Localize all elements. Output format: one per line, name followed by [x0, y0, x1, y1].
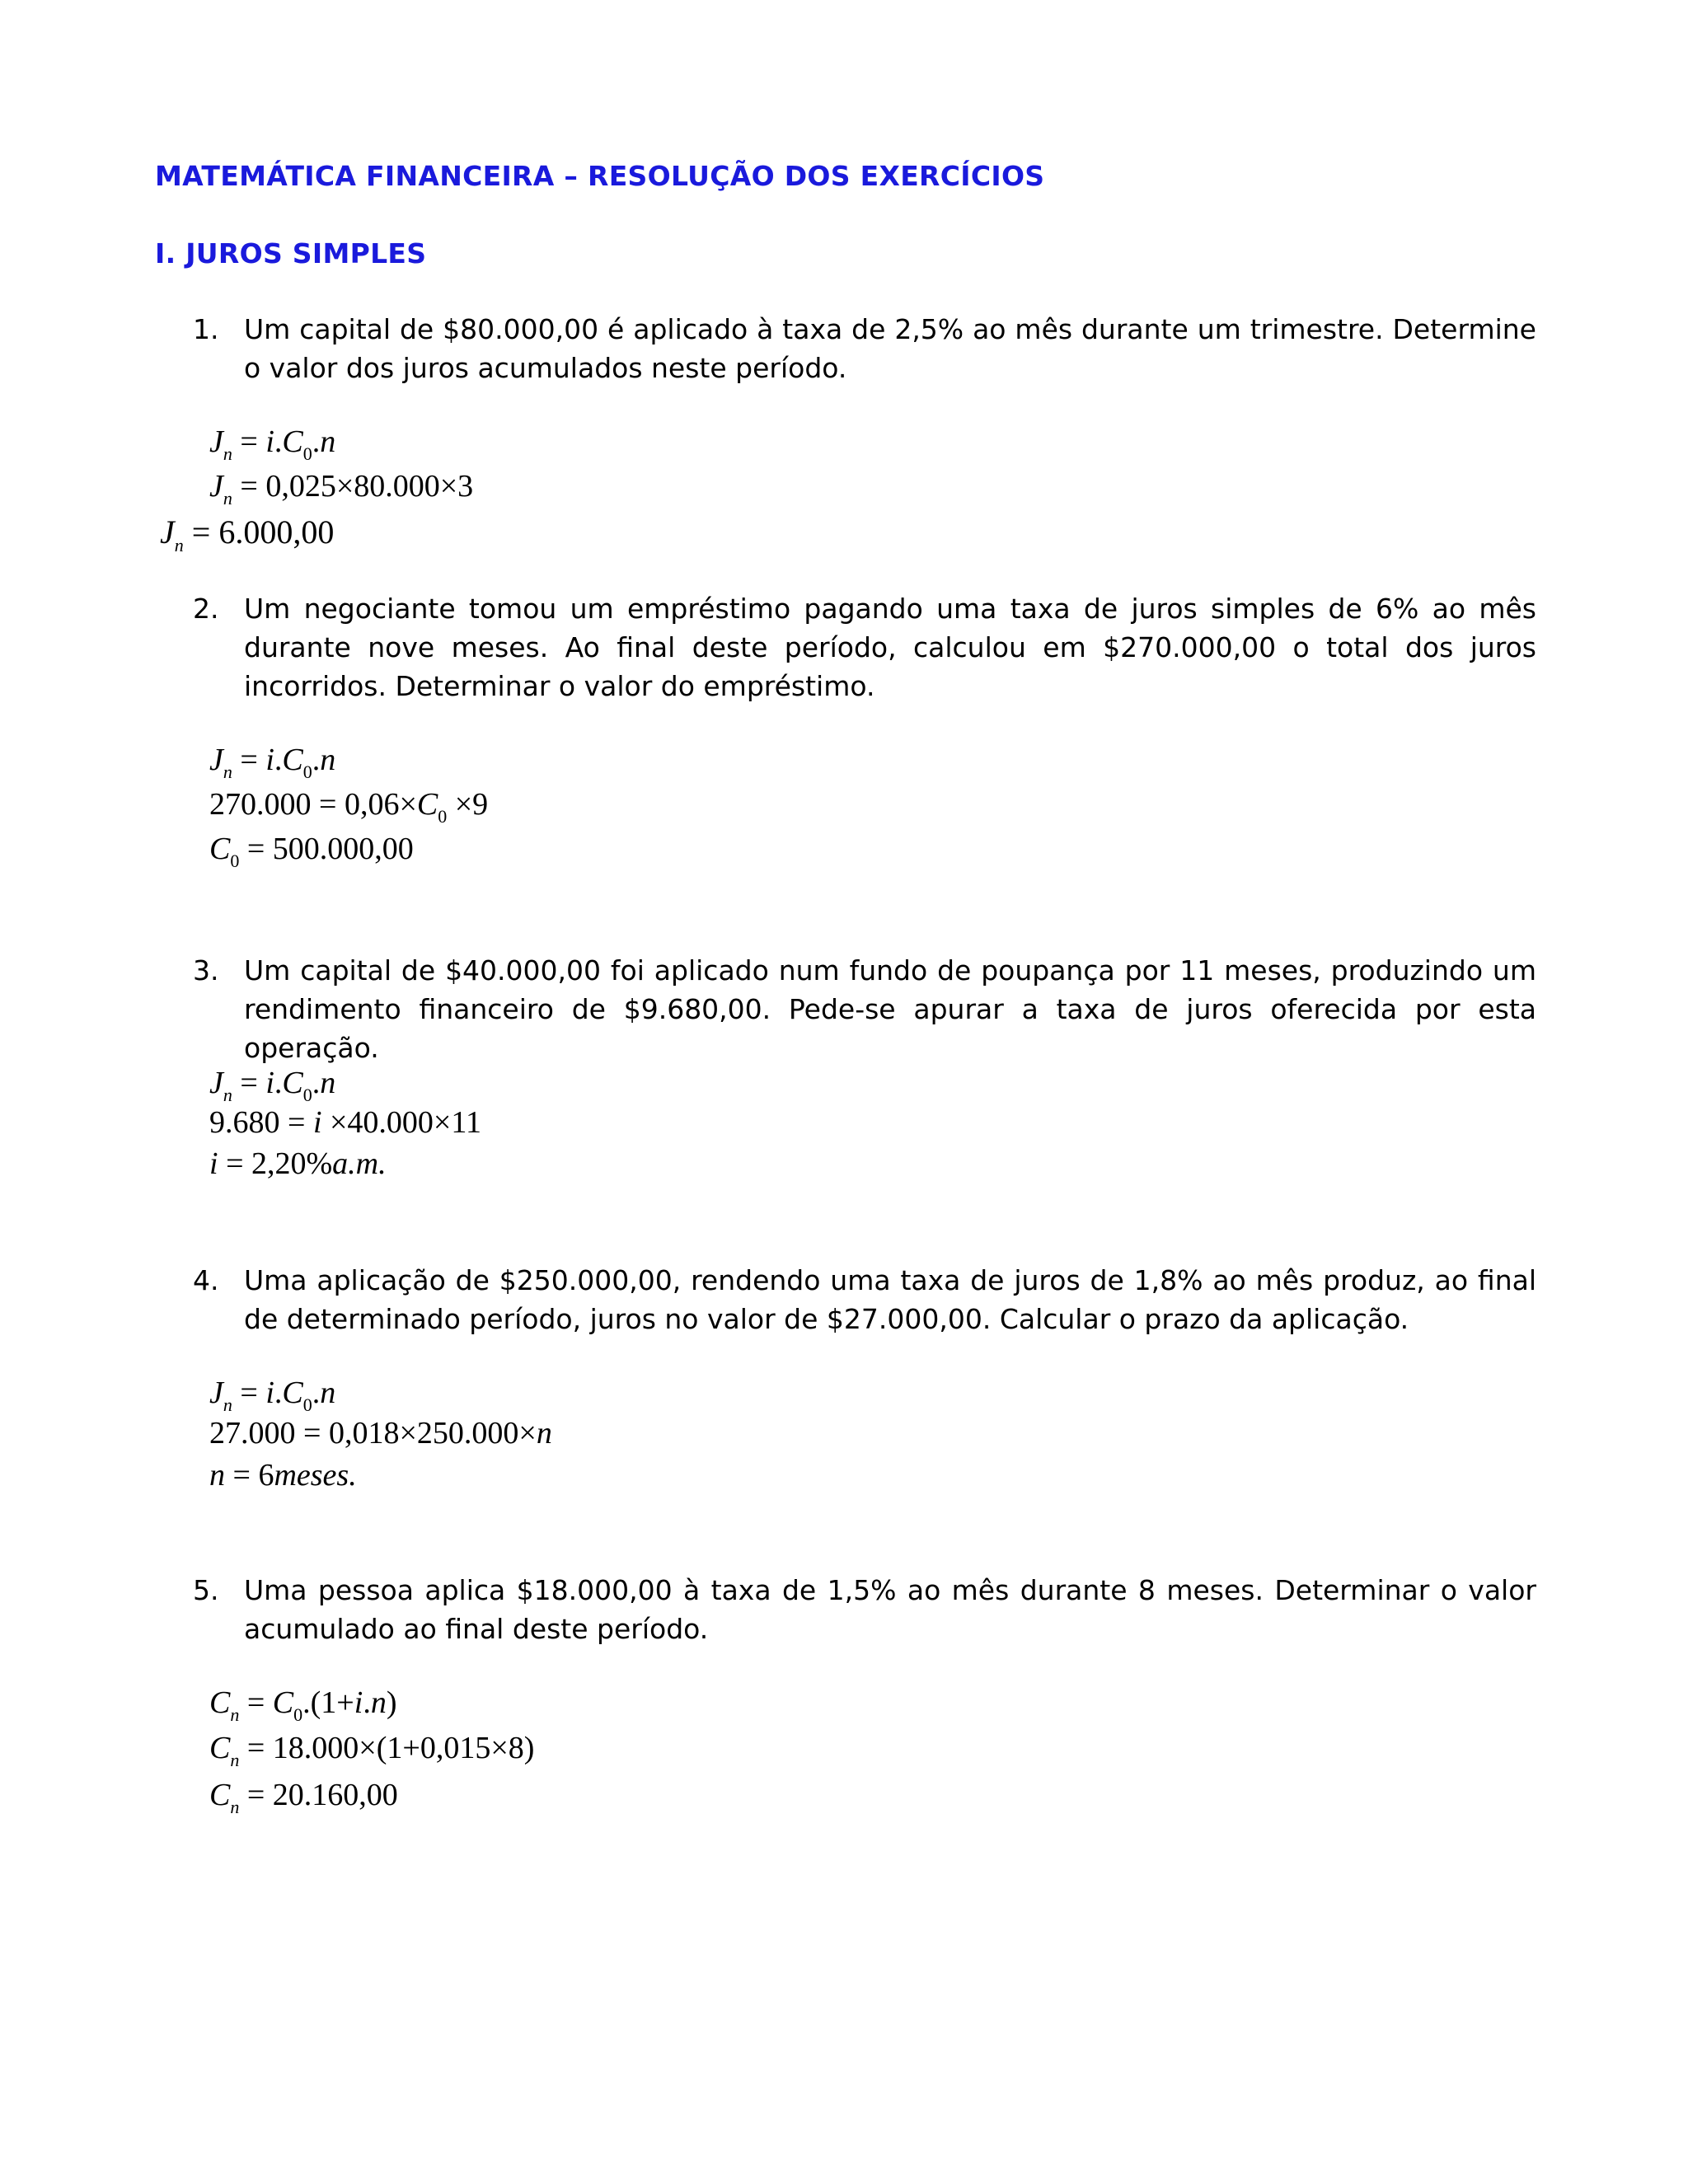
equation-value: 0,025×80.000×3	[265, 469, 474, 504]
document-title: MATEMÁTICA FINANCEIRA – RESOLUÇÃO DOS EXERCÍCIOS	[155, 160, 1045, 192]
equation-value: 6	[258, 1458, 274, 1493]
problem-number: 1.	[193, 313, 219, 345]
problem-5	[193, 1571, 1536, 1648]
equation-5-3: $C_n = 20.160,00$	[209, 1778, 398, 1817]
problem-text: Um negociante tomou um empréstimo pagando uma taxa de juros simples de 6% ao mês durante nove meses. Ao final deste período, calculou em $270.000,00 o total dos juros incorridos. Determinar o valor do empréstimo.	[244, 593, 1536, 702]
equation-1-2: $J_n = 0,025\times 80.000\times 3$	[209, 469, 474, 509]
equation-factor: 0,06×	[344, 787, 417, 822]
equation-4-2: 27.000 = 0,018×250.000×n	[209, 1416, 552, 1451]
equation-rhs: 18.000×(1+0,015×8)	[272, 1731, 535, 1765]
problem-text: Um capital de $80.000,00 é aplicado à taxa de 2,5% ao mês durante um trimestre. Determine o valor dos juros acumulados neste período.	[244, 313, 1536, 384]
problem-text: Uma aplicação de $250.000,00, rendendo uma taxa de juros de 1,8% ao mês produz, ao final de determinado período, juros no valor de $27.000,00. Calcular o prazo da aplicação.	[244, 1264, 1536, 1335]
equation-value: 2,20%	[251, 1146, 333, 1181]
equation-value: 6.000,00	[218, 513, 335, 551]
equation-3-3: i = 2,20%a.m.	[209, 1146, 387, 1181]
problem-number: 4.	[193, 1264, 219, 1296]
problem-text: Uma pessoa aplica $18.000,00 à taxa de 1,5% ao mês durante 8 meses. Determinar o valor acumulado ao final deste período.	[244, 1574, 1536, 1645]
equation-4-3: n = 6meses.	[209, 1458, 357, 1493]
problem-2	[193, 589, 1536, 705]
problem-1	[193, 310, 1536, 387]
equation-rhs: ×40.000×11	[330, 1105, 481, 1140]
problem-3	[193, 951, 1536, 1067]
problem-4	[193, 1261, 1536, 1338]
equation-3-1: $J_n = i.C_0.n$	[209, 1066, 336, 1105]
problem-text: Um capital de $40.000,00 foi aplicado num fundo de poupança por 11 meses, produzindo um rendimento financeiro de $9.680,00. Pede-se apurar a taxa de juros oferecida por esta operação.	[244, 954, 1536, 1064]
equation-1-1: $J_n = i.C_0.n$	[209, 424, 336, 464]
equation-2-1: $J_n = i.C_0.n$	[209, 743, 336, 782]
equation-5-2: $C_n = 18.000\times(1+0,015\times 8)$	[209, 1731, 535, 1770]
equation-lhs: 270.000	[209, 787, 312, 822]
problem-number: 5.	[193, 1574, 219, 1606]
equation-1-3: $J_n = 6.000,00$	[160, 513, 335, 555]
equation-2-2: $270.000 = 0,06\times C_0 \times 9$	[209, 787, 489, 827]
problem-number: 2.	[193, 593, 219, 625]
problem-number: 3.	[193, 954, 219, 987]
equation-value: 500.000,00	[272, 832, 414, 866]
equation-4-1: $J_n = i.C_0.n$	[209, 1376, 336, 1415]
equation-rhs: 0,018×250.000×	[328, 1416, 537, 1451]
equation-5-1: $C_n = C_0.(1+i.n)$	[209, 1685, 397, 1725]
equation-factor: ×9	[454, 787, 489, 822]
equation-value: 20.160,00	[272, 1778, 398, 1812]
equation-lhs: 27.000	[209, 1416, 296, 1451]
section-heading: I. JUROS SIMPLES	[155, 237, 427, 269]
equation-unit: a.m.	[332, 1146, 387, 1181]
equation-3-2: 9.680 = i ×40.000×11	[209, 1105, 481, 1140]
equation-unit: meses.	[274, 1458, 357, 1493]
equation-2-3: $C_0 = 500.000,00$	[209, 832, 414, 871]
equation-lhs: 9.680	[209, 1105, 280, 1140]
